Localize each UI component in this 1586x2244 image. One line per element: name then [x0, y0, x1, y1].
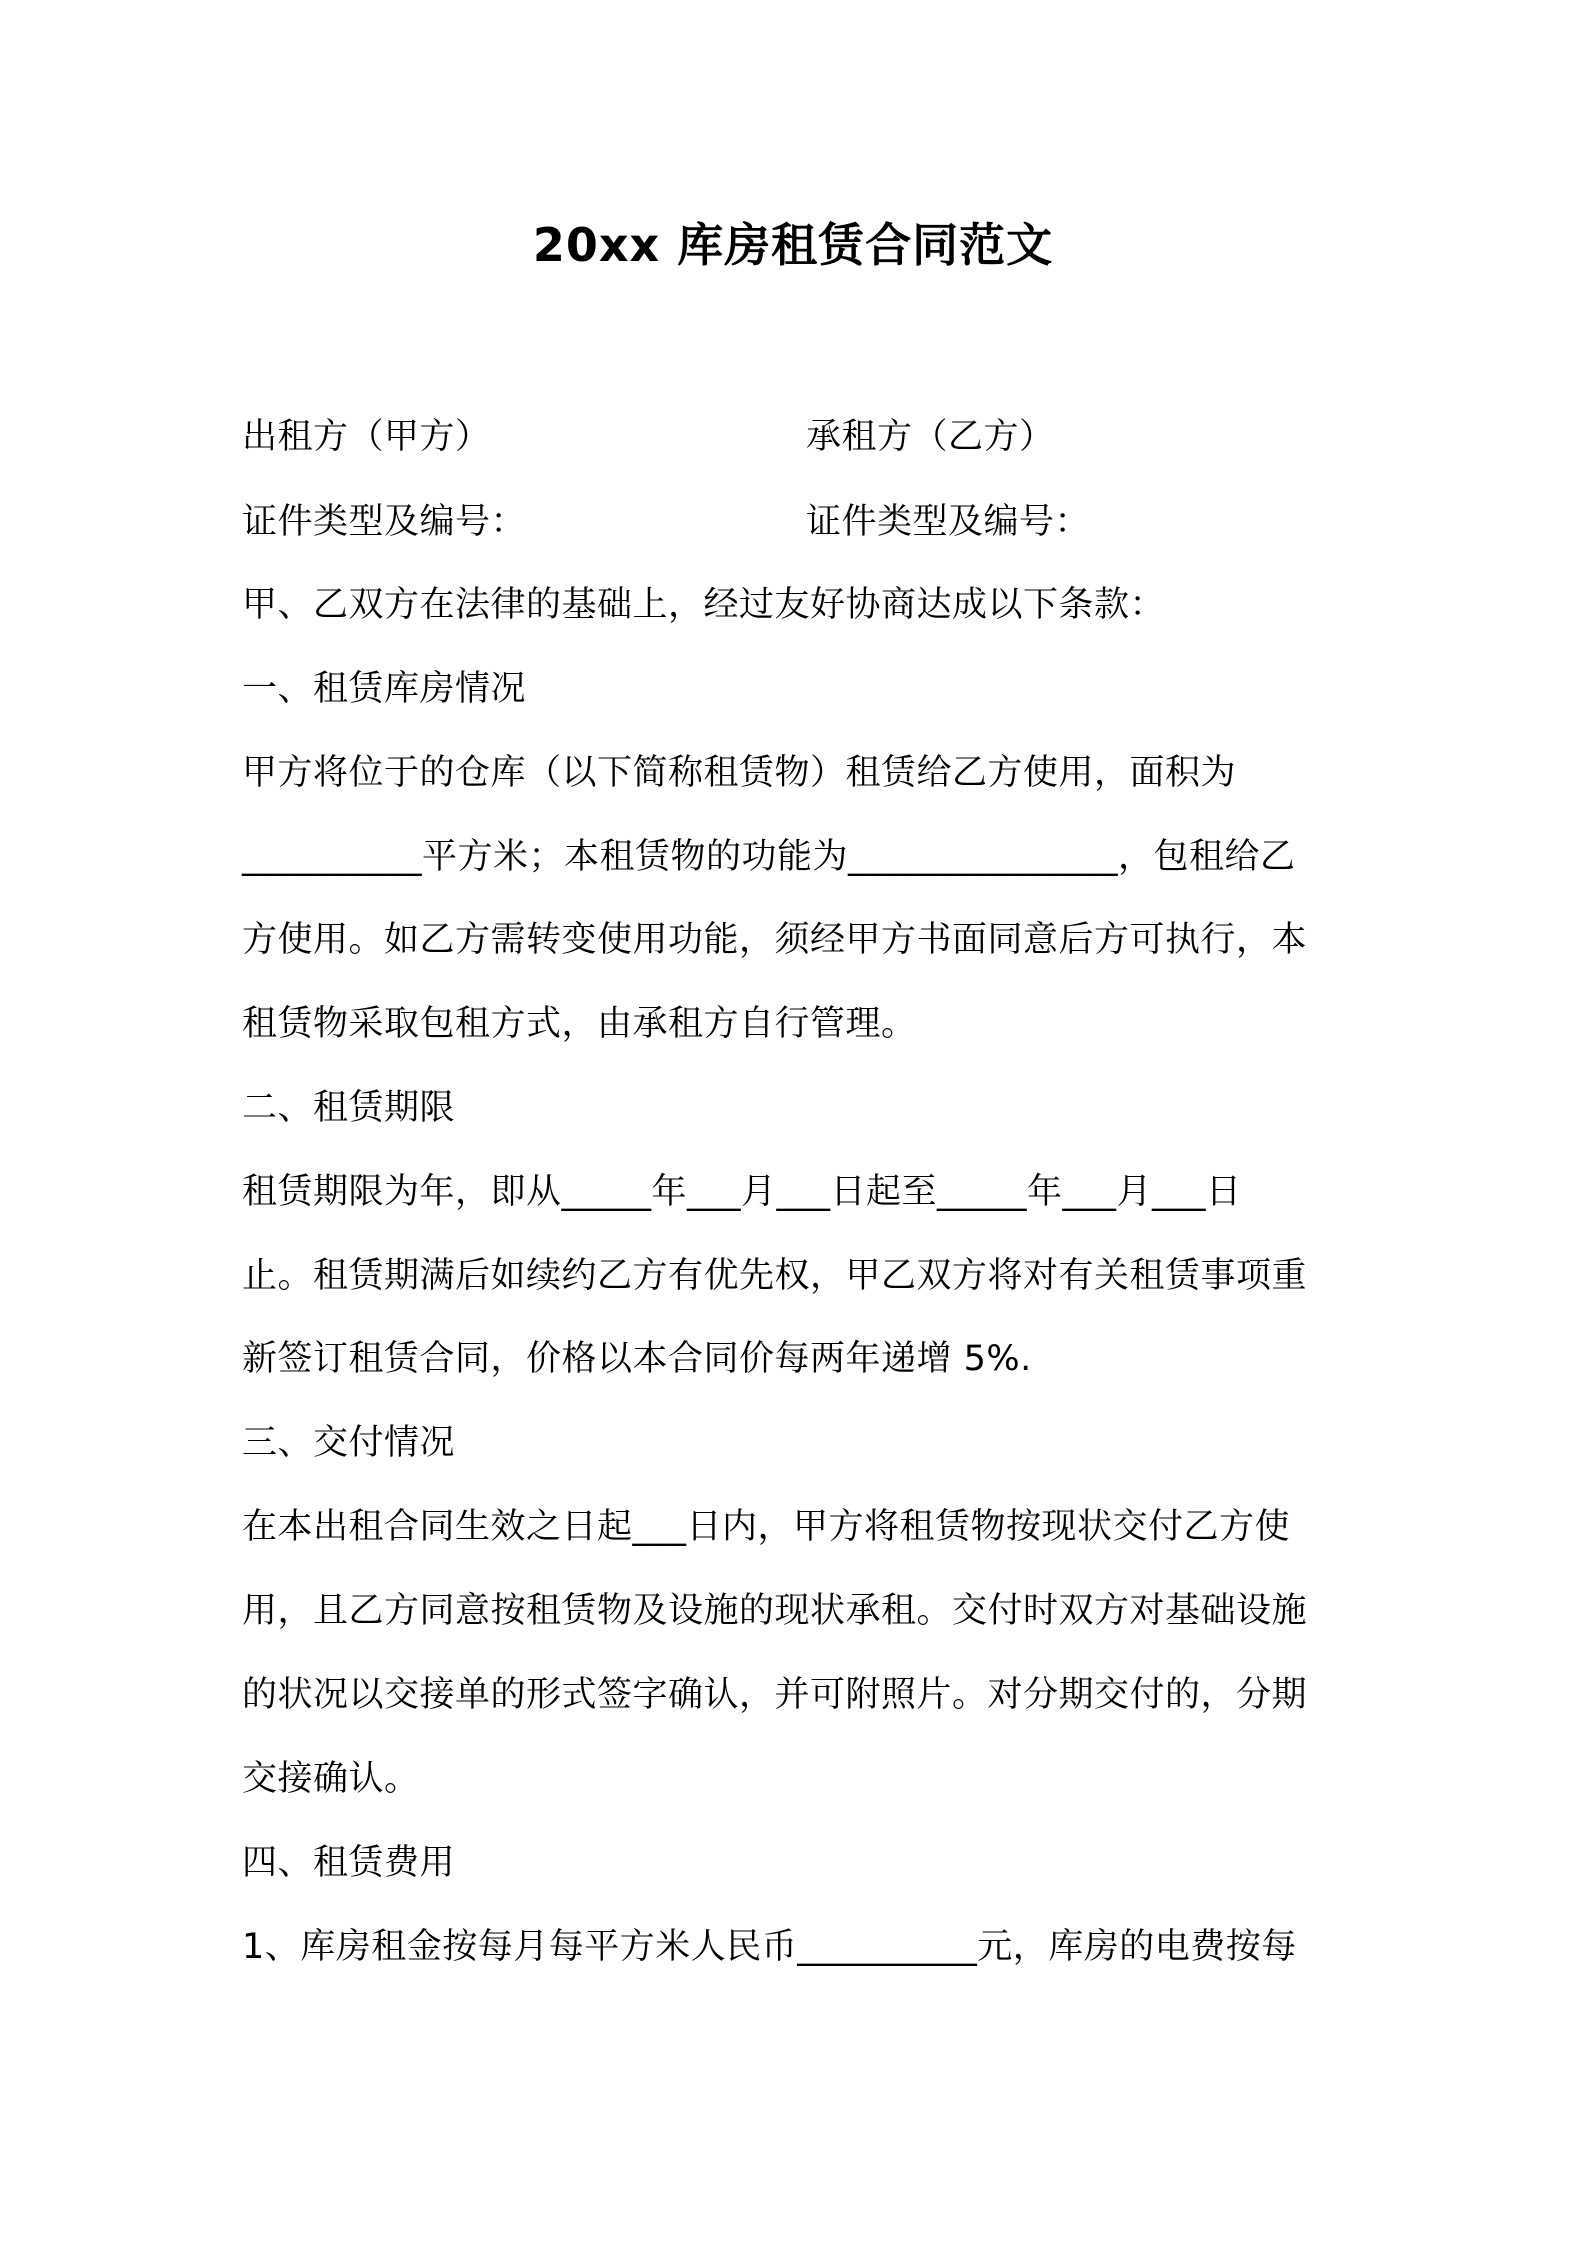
section1-line-1: 甲方将位于的仓库（以下简称租赁物）租赁给乙方使用，面积为 [242, 753, 1237, 793]
section1-line-2: __________平方米；本租赁物的功能为_______________，包租给乙 [242, 837, 1296, 877]
section2-line-1: 租赁期限为年，即从_____年___月___日起至_____年___月___日 [242, 1172, 1242, 1212]
intro-text: 甲、乙双方在法律的基础上，经过友好协商达成以下条款： [242, 585, 1166, 625]
section3-line-1: 在本出租合同生效之日起___日内，甲方将租赁物按现状交付乙方使 [242, 1507, 1291, 1547]
section3-line-2: 用，且乙方同意按租赁物及设施的现状承租。交付时双方对基础设施 [242, 1591, 1308, 1631]
section1-line-4: 租赁物采取包租方式，由承租方自行管理。 [242, 1004, 917, 1044]
lessor-label: 出租方（甲方） [242, 417, 491, 457]
document-title: 20xx 库房租赁合同范文 [532, 218, 1054, 272]
section3-line-3: 的状况以交接单的形式签字确认，并可附照片。对分期交付的，分期 [242, 1675, 1308, 1715]
section-heading-2: 二、租赁期限 [242, 1088, 456, 1128]
lessee-id-label: 证件类型及编号： [806, 502, 1091, 542]
section-heading-3: 三、交付情况 [242, 1423, 456, 1463]
section-heading-1: 一、租赁库房情况 [242, 669, 527, 709]
section2-line-2: 止。租赁期满后如续约乙方有优先权，甲乙双方将对有关租赁事项重 [242, 1256, 1308, 1296]
lessor-id-label: 证件类型及编号： [242, 502, 527, 542]
lessee-label: 承租方（乙方） [806, 417, 1055, 457]
section1-line-3: 方使用。如乙方需转变使用功能，须经甲方书面同意后方可执行，本 [242, 920, 1308, 960]
section4-line-1: 1、库房租金按每月每平方米人民币__________元，库房的电费按每 [242, 1927, 1297, 1967]
section-heading-4: 四、租赁费用 [242, 1843, 456, 1883]
section3-line-4: 交接确认。 [242, 1759, 420, 1799]
section2-line-3: 新签订租赁合同，价格以本合同价每两年递增 5%. [242, 1339, 1032, 1379]
